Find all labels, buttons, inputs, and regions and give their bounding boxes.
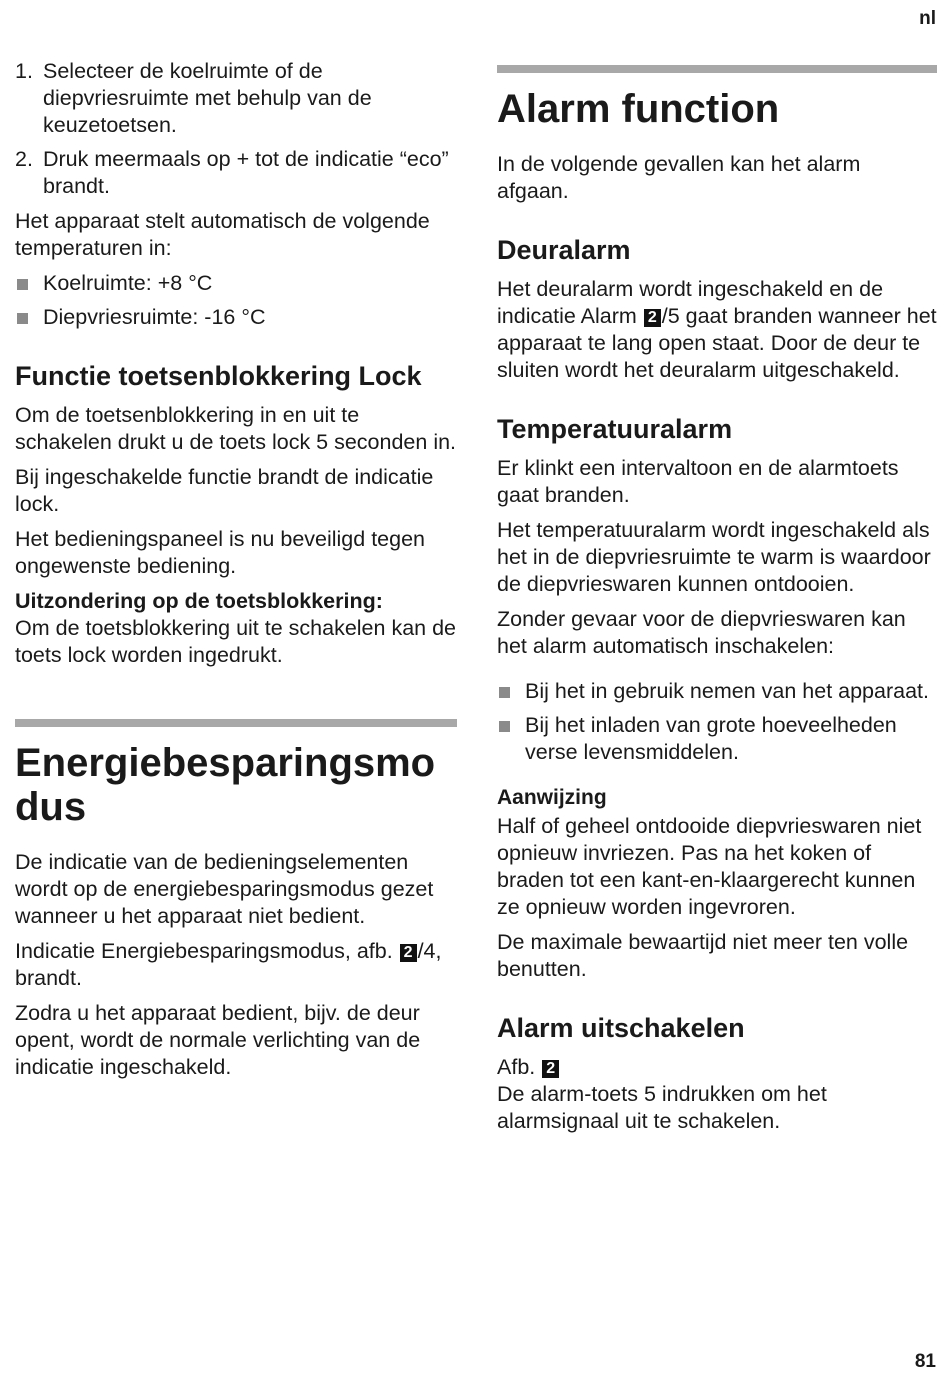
alarm-cases-list bbox=[497, 678, 937, 766]
text: Afb. bbox=[497, 1055, 536, 1079]
alarm-heading: Alarm function bbox=[497, 87, 780, 131]
right-column bbox=[497, 58, 937, 1143]
list-item: Koelruimte: +8 °C bbox=[15, 270, 457, 297]
paragraph: De indicatie van de bedieningselementen wordt op de energiebesparingsmodus gezet wanneer u het apparaat niet bedient. bbox=[15, 850, 434, 928]
paragraph bbox=[497, 1054, 937, 1135]
paragraph: Er klinkt een intervaltoon en de alarmtoets gaat branden. bbox=[497, 456, 899, 507]
exception-text: Om de toetsblokkering uit te schakelen kan de toets lock worden ingedrukt. bbox=[15, 616, 457, 667]
alarm-off-heading: Alarm uitschakelen bbox=[497, 1013, 745, 1043]
left-column bbox=[15, 58, 457, 1089]
step-number: 2. bbox=[15, 147, 33, 171]
section-divider bbox=[15, 719, 457, 727]
paragraph bbox=[15, 938, 457, 992]
temperature-list bbox=[15, 270, 457, 331]
figure-reference: 2 bbox=[644, 309, 661, 327]
paragraph bbox=[497, 276, 937, 384]
paragraph: Het apparaat stelt automatisch de volgende temperaturen in: bbox=[15, 209, 430, 260]
step-text: Selecteer de koelruimte of de diepvriesruimte met behulp van de keuzetoetsen. bbox=[43, 59, 372, 137]
exception-title: Uitzondering op de toetsblokkering: bbox=[15, 589, 383, 613]
paragraph: Het bedieningspaneel is nu beveiligd tegen ongewenste bediening. bbox=[15, 527, 426, 578]
page-number: 81 bbox=[914, 1351, 936, 1372]
step-list bbox=[15, 58, 457, 200]
door-alarm-heading: Deuralarm bbox=[497, 235, 631, 265]
energy-heading: Energiebesparingsmodus bbox=[15, 741, 436, 829]
section-divider bbox=[497, 65, 937, 73]
note-heading: Aanwijzing bbox=[497, 786, 607, 809]
paragraph: Het temperatuuralarm wordt ingeschakeld als het in de diepvriesruimte te warm is waardoor de diepvrieswaren kunnen ontdooien. bbox=[497, 518, 931, 596]
text: Het deuralarm wordt ingeschakeld en de indicatie Alarm bbox=[497, 277, 884, 328]
paragraph: De maximale bewaartijd niet meer ten volle benutten. bbox=[497, 930, 909, 981]
list-item bbox=[15, 58, 457, 139]
figure-reference: 2 bbox=[400, 944, 417, 962]
lock-heading: Functie toetsenblokkering Lock bbox=[15, 361, 422, 391]
list-item: Diepvriesruimte: -16 °C bbox=[15, 304, 457, 331]
text: /5 gaat branden wanneer het apparaat te lang open staat. Door de deur te sluiten wordt het deuralarm uitgeschakeld. bbox=[497, 304, 937, 382]
step-text: Druk meermaals op + tot de indicatie “eco” brandt. bbox=[43, 147, 449, 198]
temperature-alarm-heading: Temperatuuralarm bbox=[497, 414, 733, 444]
paragraph: Zonder gevaar voor de diepvrieswaren kan het alarm automatisch inschakelen: bbox=[497, 607, 906, 658]
list-item: Bij het in gebruik nemen van het apparaat. bbox=[497, 678, 937, 705]
paragraph: Half of geheel ontdooide diepvrieswaren niet opnieuw invriezen. Pas na het koken of braden tot een kant-en-klaargerecht kunnen ze opnieuw worden ingevroren. bbox=[497, 814, 922, 919]
figure-reference: 2 bbox=[542, 1060, 559, 1078]
paragraph: Om de toetsenblokkering in en uit te schakelen drukt u de toets lock 5 seconden in. bbox=[15, 403, 457, 454]
list-item bbox=[15, 146, 457, 200]
exception-paragraph bbox=[15, 588, 457, 669]
paragraph: Bij ingeschakelde functie brandt de indicatie lock. bbox=[15, 465, 434, 516]
step-number: 1. bbox=[15, 59, 33, 83]
paragraph: In de volgende gevallen kan het alarm afgaan. bbox=[497, 152, 861, 203]
paragraph: Zodra u het apparaat bedient, bijv. de deur opent, wordt de normale verlichting van de indicatie ingeschakeld. bbox=[15, 1001, 421, 1079]
text: Indicatie Energiebesparingsmodus, afb. bbox=[15, 939, 393, 963]
text: De alarm-toets 5 indrukken om het alarmsignaal uit te schakelen. bbox=[497, 1082, 827, 1133]
text: /4, brandt. bbox=[15, 939, 442, 990]
language-label: nl bbox=[919, 8, 936, 29]
list-item: Bij het inladen van grote hoeveelheden verse levensmiddelen. bbox=[497, 712, 937, 766]
